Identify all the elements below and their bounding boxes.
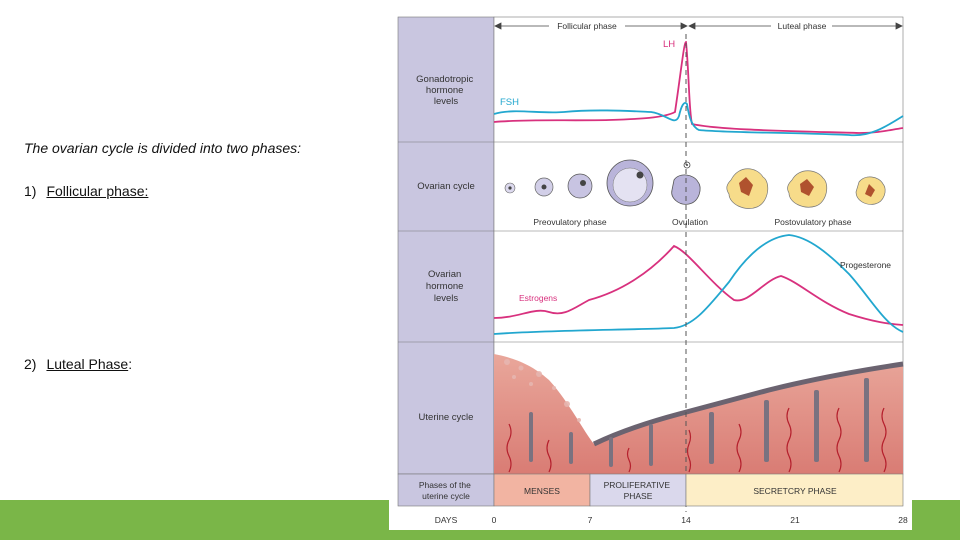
oocyte	[542, 185, 547, 190]
list-item-follicular	[24, 183, 148, 199]
ovulation-label: Ovulation	[672, 217, 708, 227]
day-tick: 7	[587, 515, 593, 525]
list-suffix: :	[128, 356, 133, 372]
estrogens-label: Estrogens	[519, 293, 558, 303]
list-number: 2)	[24, 356, 37, 372]
phases-row-label-cell	[398, 474, 494, 506]
luteal-phase-label: Luteal phase	[777, 21, 827, 31]
oocyte	[637, 172, 644, 179]
day-tick: 21	[790, 515, 800, 525]
postovulatory-label: Postovulatory phase	[774, 217, 852, 227]
proliferative-cell	[590, 474, 686, 506]
list-label: Follicular phase:	[46, 183, 149, 199]
lh-label: LH	[663, 39, 676, 50]
day-tick: 14	[681, 515, 691, 525]
list-number: 1)	[24, 183, 37, 199]
follicle-secondary	[568, 174, 592, 198]
progesterone-label: Progesterone	[840, 260, 892, 270]
gonadotropic-row-label: Gonadotropic hormone levels	[416, 74, 474, 107]
ovarian-cycle-row-label: Ovarian cycle	[417, 181, 475, 192]
figure-svg	[389, 12, 912, 530]
fsh-label: FSH	[500, 97, 519, 108]
ovarian-hormone-row-label: Ovarian hormone levels	[425, 269, 464, 304]
intro-text: The ovarian cycle is divided into two phases:	[24, 140, 302, 156]
phases-row-label: Phases of the uterine cycle	[418, 480, 471, 501]
day-tick: 0	[491, 515, 497, 525]
day-tick: 28	[898, 515, 908, 525]
secretory-label: SECRETCRY PHASE	[753, 486, 837, 496]
list-item-luteal	[24, 356, 132, 372]
preovulatory-label: Preovulatory phase	[533, 217, 607, 227]
menses-label: MENSES	[524, 486, 560, 496]
oocyte	[508, 186, 511, 189]
follicular-phase-label: Follicular phase	[557, 21, 617, 31]
uterine-cycle-row-label: Uterine cycle	[418, 412, 474, 423]
list-label: Luteal Phase	[46, 356, 129, 372]
menstrual-cycle-figure	[389, 12, 912, 530]
day-tick-labels	[492, 515, 908, 525]
proliferative-label: PROLIFERATIVE PHASE	[603, 480, 671, 501]
days-label: DAYS	[434, 515, 458, 525]
oocyte	[580, 180, 586, 186]
